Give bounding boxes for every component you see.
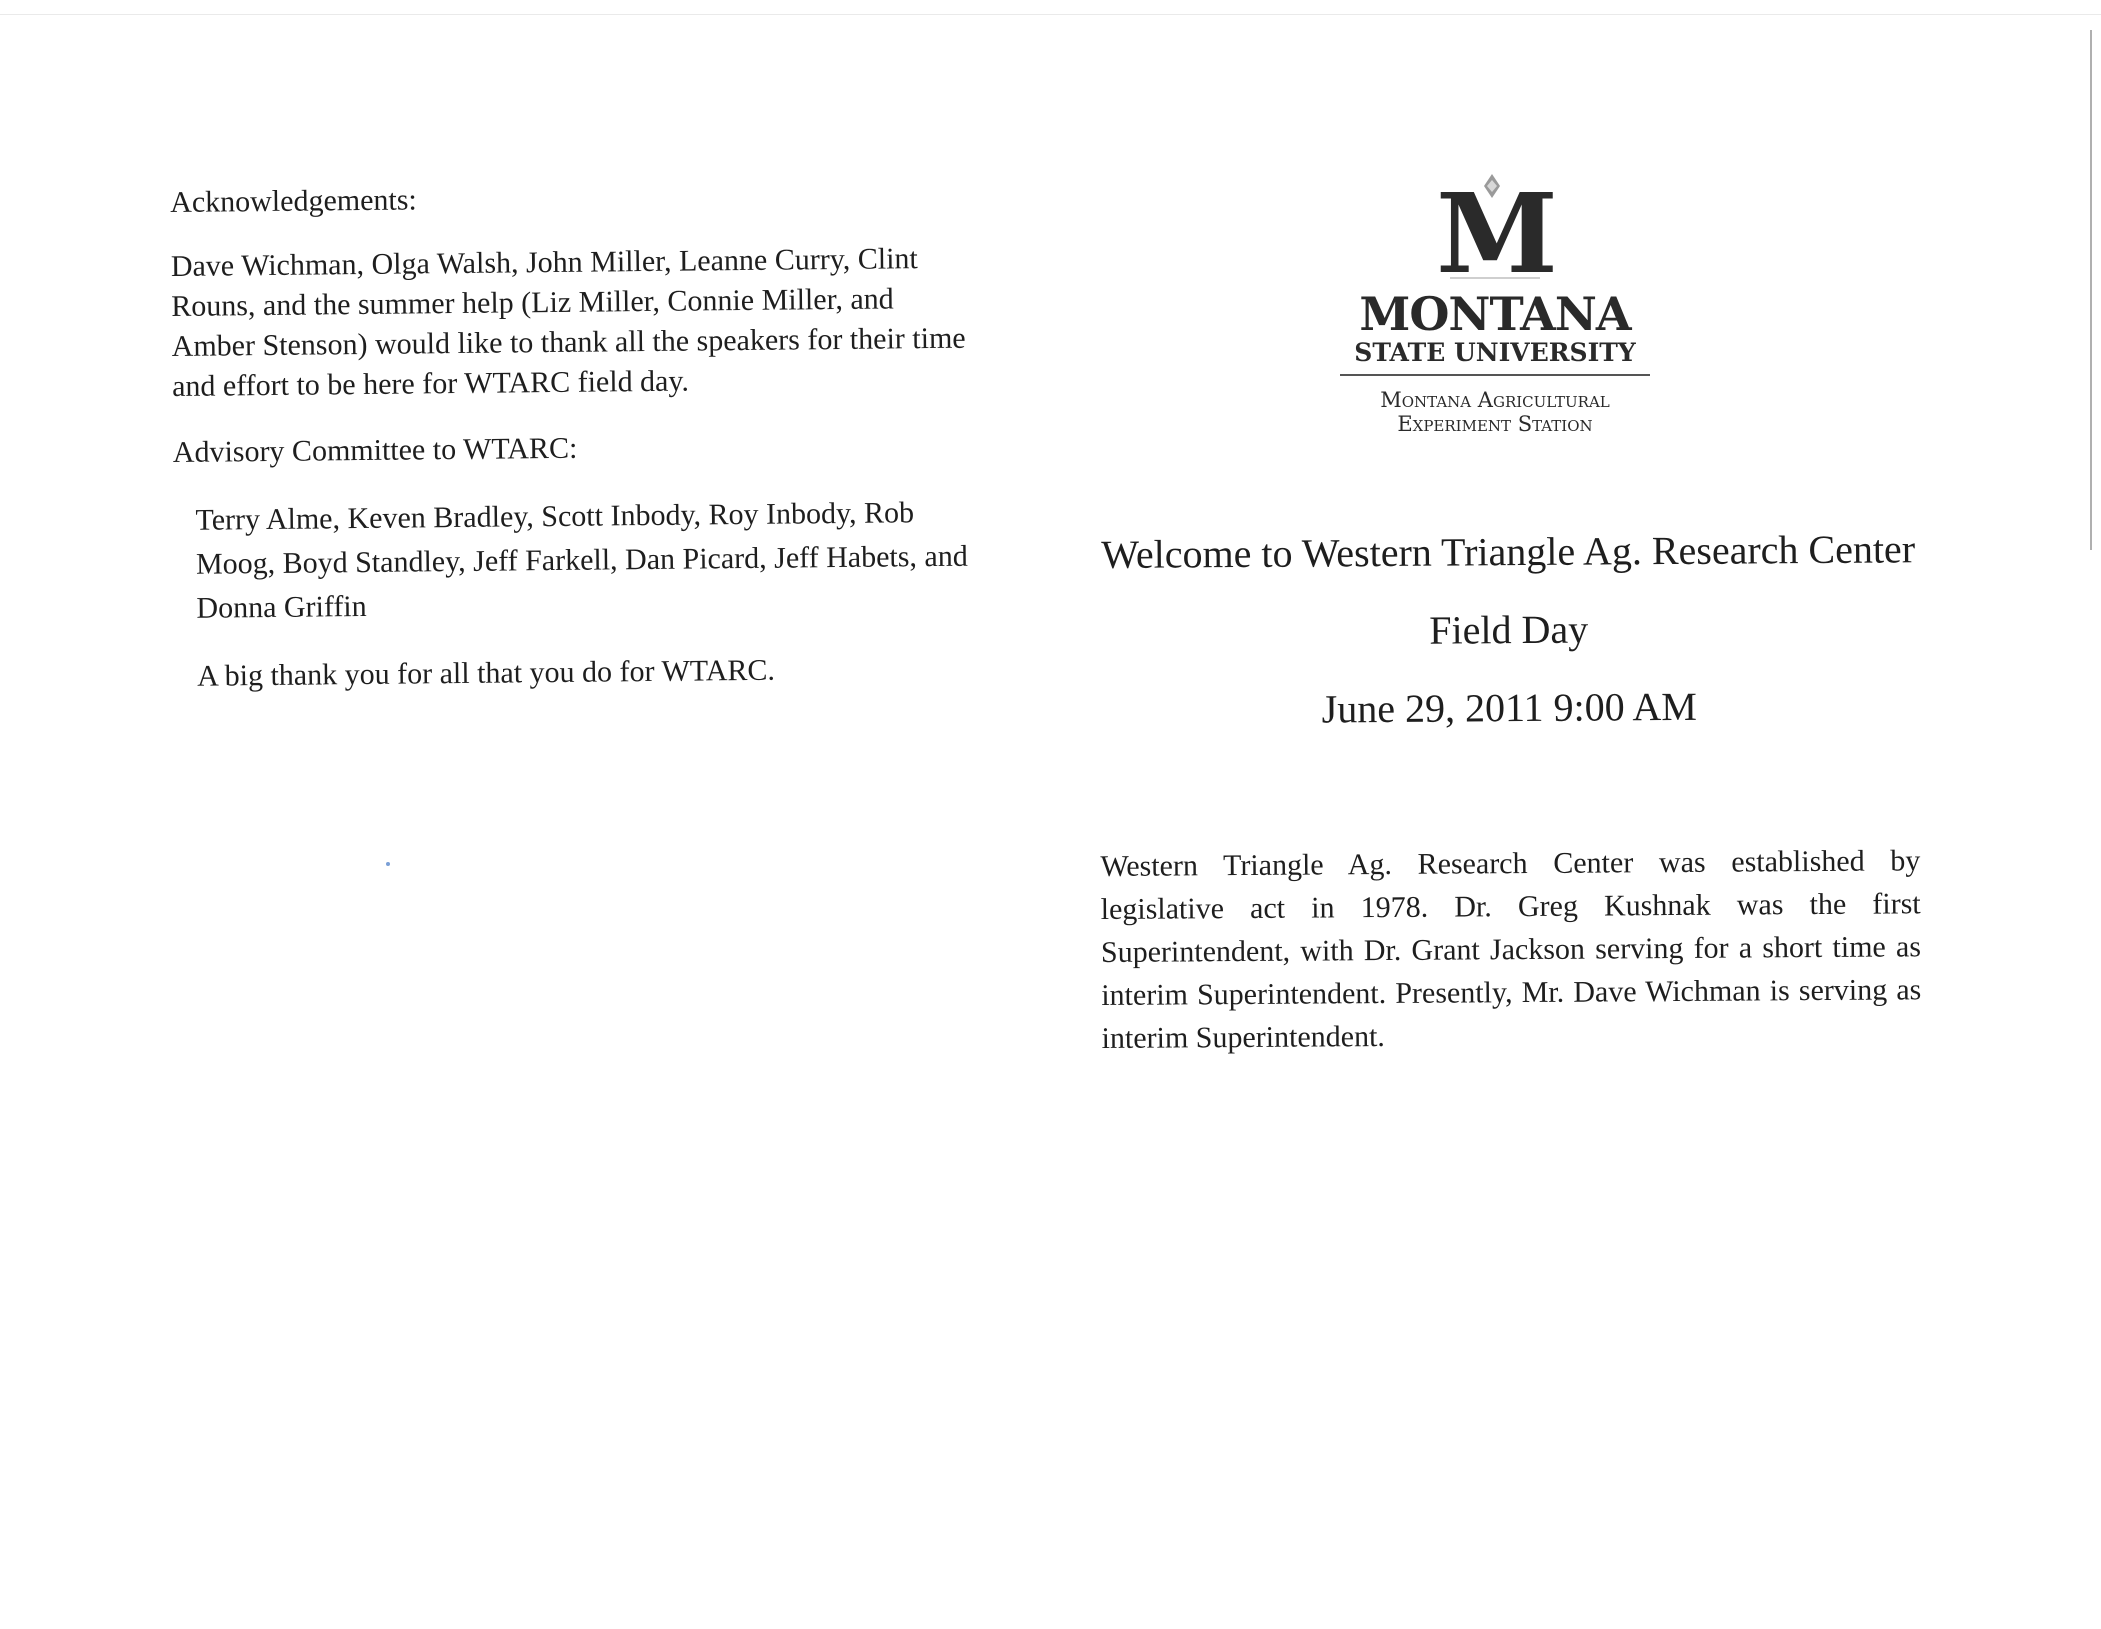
advisory-committee-heading: Advisory Committee to WTARC: [172, 431, 578, 469]
scan-top-edge [0, 14, 2101, 15]
logo-station-line2: Experiment Station [1397, 412, 1593, 436]
acknowledgements-heading: Acknowledgements: [170, 183, 417, 219]
acknowledgements-body: Dave Wichman, Olga Walsh, John Miller, Leanne Curry, Clint Rouns, and the summer help (Liz Miller, Connie Miller, and Amber Stenson) would like to thank all the speakers for their time and effort to be here for WTARC field day. [170, 242, 966, 403]
thank-you-line: A big thank you for all that you do for WTARC. [196, 653, 776, 693]
msu-monogram-logo [1420, 172, 1570, 282]
left-panel [170, 176, 1015, 695]
logo-name: MONTANA [1359, 287, 1631, 341]
logo-station [1330, 388, 1660, 436]
logo-subname: STATE UNIVERSITY [1340, 338, 1650, 376]
msu-logo [1330, 172, 1660, 436]
right-panel [1098, 519, 1922, 1060]
logo-station-line1: Montana Agricultural [1380, 388, 1610, 412]
event-title: Field Day [1429, 606, 1589, 653]
scan-speck [386, 862, 390, 866]
monogram-letter: M [1436, 172, 1554, 282]
history-paragraph: Western Triangle Ag. Research Center was established by legislative act in 1978. Dr. Greg Kushnak was the first Superintendent, with Dr. Grant Jackson serving for a short time as interim Superintendent. Presently, Mr. Dave Wichman is serving as interim Superintendent. [1100, 844, 1922, 1055]
scan-right-edge [2090, 30, 2092, 550]
welcome-heading: Welcome to Western Triangle Ag. Research Center [1101, 526, 1916, 577]
event-date-time: June 29, 2011 9:00 AM [1321, 683, 1698, 732]
advisory-committee-members: Terry Alme, Keven Bradley, Scott Inbody, Roy Inbody, Rob Moog, Boyd Standley, Jeff Farkell, Dan Picard, Jeff Habets, and Donna Griffin [195, 496, 968, 625]
